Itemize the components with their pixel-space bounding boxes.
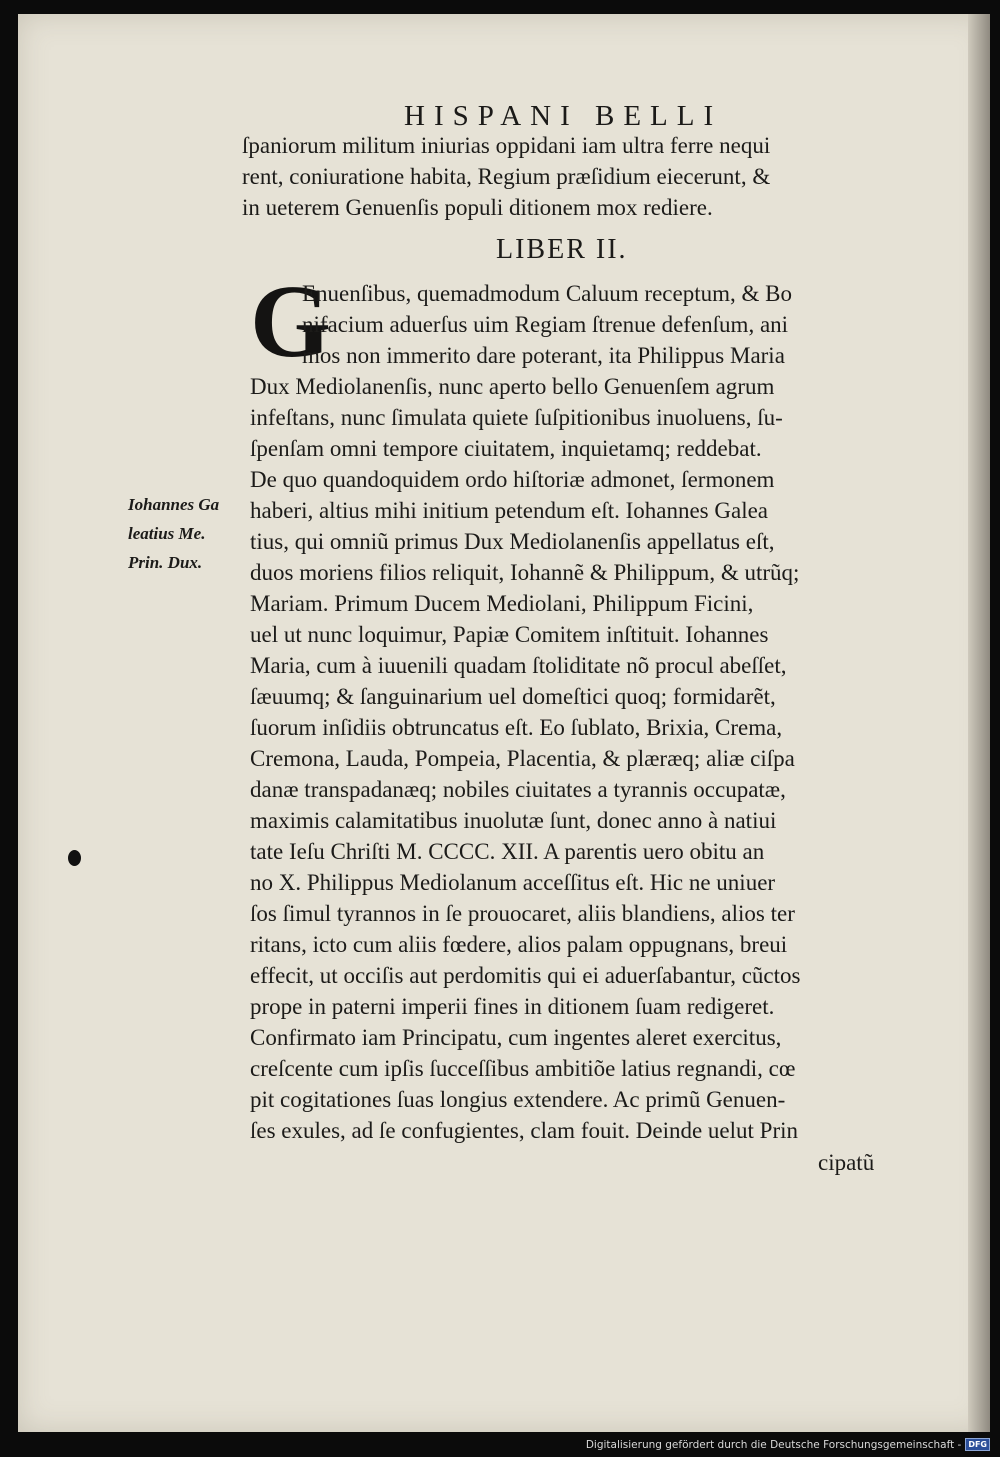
body-line: Confirmato iam Principatu, cum ingentes aleret exercitus,	[250, 1025, 782, 1050]
page-edge	[968, 14, 990, 1432]
body-line: infeſtans, nunc ſimulata quiete ſuſpitionibus inuoluens, ſu-	[250, 405, 783, 430]
margin-note-line: Iohannes Ga	[128, 495, 220, 514]
body-line: ſpenſam omni tempore ciuitatem, inquietamq; reddebat.	[250, 436, 762, 461]
intro-line: ſpaniorum militum iniurias oppidani iam ultra ferre nequi	[242, 133, 771, 158]
margin-note-line: leatius Me.	[128, 524, 206, 543]
digitization-credit: Digitalisierung gefördert durch die Deutsche Forschungsgemeinschaft -	[585, 1438, 962, 1451]
body-line: Cremona, Lauda, Pompeia, Placentia, & plæræq; aliæ ciſpa	[250, 746, 795, 771]
margin-note	[128, 490, 243, 577]
body-line: no X. Philippus Mediolanum acceſſitus eſt. Hic ne uniuer	[250, 870, 776, 895]
body-line: De quo quandoquidem ordo hiſtoriæ admonet, ſermonem	[250, 467, 775, 492]
body-line: mos non immerito dare poterant, ita Philippus Maria	[302, 343, 785, 368]
body-line: Mariam. Primum Ducem Mediolani, Philippum Ficini,	[250, 591, 754, 616]
footer	[586, 1438, 990, 1451]
book-page	[18, 14, 990, 1432]
body-line: creſcente cum ipſis ſucceſſibus ambitiõe latius regnandi, cœ	[250, 1056, 796, 1081]
catchword: cipatũ	[818, 1150, 875, 1175]
body-line: maximis calamitatibus inuolutæ ſunt, donec anno à natiui	[250, 808, 777, 833]
body-line: effecit, ut occiſis aut perdomitis qui ei aduerſabantur, cũctos	[250, 963, 801, 988]
body-line: ſes exules, ad ſe confugientes, clam fouit. Deinde uelut Prin	[250, 1118, 799, 1143]
body-line: danæ transpadanæq; nobiles ciuitates a tyrannis occupatæ,	[250, 777, 786, 802]
body-line: ſos ſimul tyrannos in ſe prouocaret, aliis blandiens, alios ter	[250, 901, 795, 926]
book-heading: LIBER II.	[496, 234, 628, 265]
body-line: pit cogitationes ſuas longius extendere. Ac primũ Genuen-	[250, 1087, 786, 1112]
body-line: duos moriens filios reliquit, Iohannẽ & Philippum, & utrũq;	[250, 560, 800, 585]
dfg-logo-icon: DFG	[965, 1438, 990, 1451]
running-head: HISPANI BELLI	[404, 100, 723, 132]
body-line: ſæuumq; & ſanguinarium uel domeſtici quoq; formidarẽt,	[250, 684, 776, 709]
body-line: Enuenſibus, quemadmodum Caluum receptum, & Bo	[302, 281, 792, 306]
body-line: ritans, icto cum aliis fœdere, alios palam oppugnans, breui	[250, 932, 788, 957]
body-line: tate Ieſu Chriſti M. CCCC. XII. A parentis uero obitu an	[250, 839, 765, 864]
drop-cap: G	[250, 264, 331, 379]
body-line: tius, qui omniũ primus Dux Mediolanenſis appellatus eſt,	[250, 529, 775, 554]
body-text	[250, 278, 920, 1146]
body-line: ſuorum inſidiis obtruncatus eſt. Eo ſublato, Brixia, Crema,	[250, 715, 783, 740]
margin-note-line: Prin. Dux.	[128, 553, 203, 572]
body-line: prope in paterni imperii fines in ditionem ſuam redigeret.	[250, 994, 775, 1019]
intro-line: in ueterem Genuenſis populi ditionem mox rediere.	[242, 195, 713, 220]
body-line: Dux Mediolanenſis, nunc aperto bello Genuenſem agrum	[250, 374, 775, 399]
body-line: nifacium aduerſus uim Regiam ſtrenue defenſum, ani	[302, 312, 789, 337]
body-line: Maria, cum à iuuenili quadam ſtoliditate nõ procul abeſſet,	[250, 653, 787, 678]
ink-spot	[68, 850, 81, 866]
body-line: haberi, altius mihi initium petendum eſt. Iohannes Galea	[250, 498, 769, 523]
intro-line: rent, coniuratione habita, Regium præſidium eiecerunt, &	[242, 164, 771, 189]
body-line: uel ut nunc loquimur, Papiæ Comitem inſtituit. Iohannes	[250, 622, 769, 647]
intro-paragraph	[242, 130, 912, 223]
